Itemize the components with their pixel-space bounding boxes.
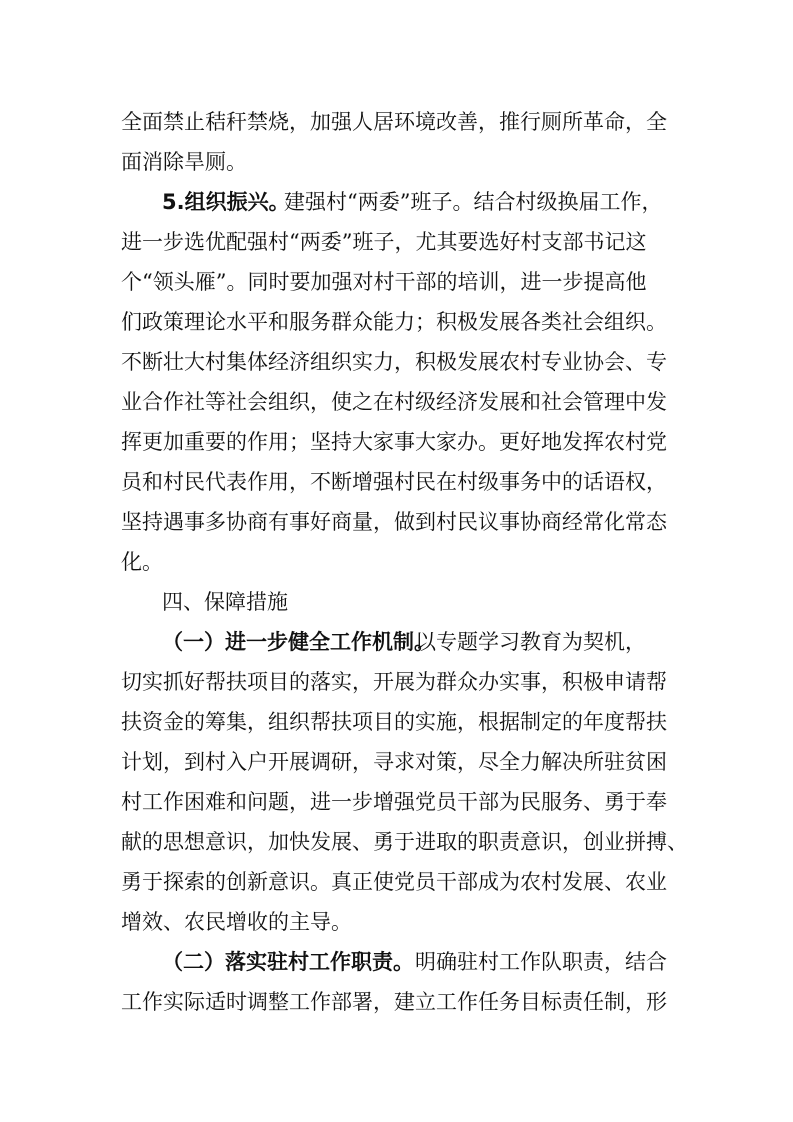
text-line xyxy=(0,222,793,262)
text-line xyxy=(0,662,793,702)
line-text: 面消除旱厕。 xyxy=(121,150,247,174)
text-line xyxy=(0,302,793,342)
text-line xyxy=(0,542,793,582)
text-line xyxy=(0,462,793,502)
text-line xyxy=(0,702,793,742)
paragraph-g1-heading: （一）进一步健全工作机制。 xyxy=(162,630,435,654)
paragraph-5-first-line xyxy=(0,182,793,222)
text-line xyxy=(0,982,793,1022)
line-text: 全面禁止秸秆禁烧，加强人居环境改善，推行厕所革命，全 xyxy=(121,110,667,134)
text-line xyxy=(0,502,793,542)
text-line xyxy=(0,262,793,302)
paragraph-5-lead-text: 建强村“两委”班子。结合村级换届工作， xyxy=(284,190,663,214)
text-line xyxy=(0,422,793,462)
line-text: 化。 xyxy=(121,550,163,574)
section-heading-text: 四、保障措施 xyxy=(162,590,288,614)
section-heading xyxy=(0,582,793,622)
text-line xyxy=(0,142,793,182)
paragraph-g2-heading: （二）落实驻村工作职责。 xyxy=(162,950,414,974)
line-text: 不断壮大村集体经济组织实力，积极发展农村专业协会、专 xyxy=(121,350,667,374)
paragraph-g1-first-line xyxy=(0,622,793,662)
line-text: 增效、农民增收的主导。 xyxy=(121,910,352,934)
text-line xyxy=(0,102,793,142)
line-text: 勇于探索的创新意识。真正使党员干部成为农村发展、农业 xyxy=(121,870,667,894)
text-line xyxy=(0,382,793,422)
paragraph-g1-lead-text: 以专题学习教育为契机， xyxy=(415,630,646,654)
line-text: 计划，到村入户开展调研，寻求对策，尽全力解决所驻贫困 xyxy=(121,750,667,774)
line-text: 业合作社等社会组织，使之在村级经济发展和社会管理中发 xyxy=(121,390,667,414)
line-text: 个“领头雁”。同时要加强对村干部的培训，进一步提高他 xyxy=(121,270,647,294)
line-text: 进一步选优配强村“两委”班子，尤其要选好村支部书记这 xyxy=(121,230,647,254)
text-line xyxy=(0,862,793,902)
line-text: 挥更加重要的作用；坚持大家事大家办。更好地发挥农村党 xyxy=(121,430,667,454)
line-text: 扶资金的筹集，组织帮扶项目的实施，根据制定的年度帮扶 xyxy=(121,710,667,734)
line-text: 工作实际适时调整工作部署，建立工作任务目标责任制，形 xyxy=(121,990,667,1014)
text-line xyxy=(0,902,793,942)
text-line xyxy=(0,782,793,822)
text-line xyxy=(0,342,793,382)
line-text: 们政策理论水平和服务群众能力；积极发展各类社会组织。 xyxy=(121,310,667,334)
text-line xyxy=(0,742,793,782)
line-text: 员和村民代表作用，不断增强村民在村级事务中的话语权， xyxy=(121,470,667,494)
paragraph-5-heading: 5.组织振兴。 xyxy=(162,190,290,214)
line-text: 村工作困难和问题，进一步增强党员干部为民服务、勇于奉 xyxy=(121,790,667,814)
line-text: 献的思想意识，加快发展、勇于进取的职责意识，创业拼搏、 xyxy=(121,830,688,854)
line-text: 切实抓好帮扶项目的落实，开展为群众办实事，积极申请帮 xyxy=(121,670,667,694)
line-text: 坚持遇事多协商有事好商量，做到村民议事协商经常化常态 xyxy=(121,510,667,534)
paragraph-g2-lead-text: 明确驻村工作队职责，结合 xyxy=(415,950,667,974)
paragraph-g2-first-line xyxy=(0,942,793,982)
text-line xyxy=(0,822,793,862)
